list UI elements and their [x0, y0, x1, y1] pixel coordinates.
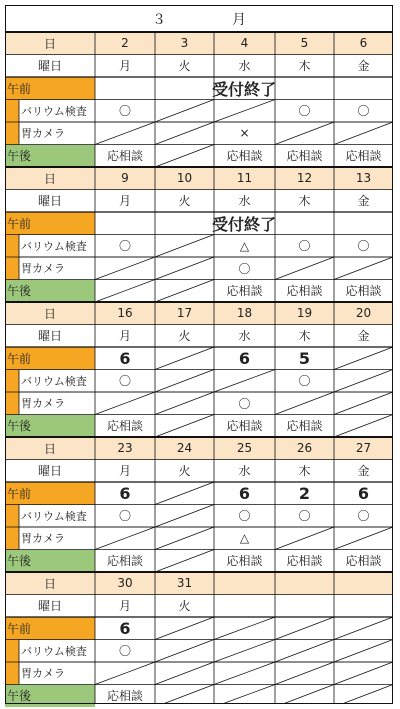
day-number: 16 — [95, 302, 155, 325]
weekday-label: 曜日 — [5, 325, 95, 348]
closed-cell — [275, 617, 334, 640]
am-side-bar — [5, 640, 19, 685]
day-number: 18 — [214, 302, 275, 325]
pm-status: 応相談 — [334, 145, 393, 168]
closed-cell — [334, 527, 393, 550]
weekday-name: 木 — [275, 460, 334, 483]
closed-cell — [155, 235, 214, 258]
closed-cell — [334, 662, 393, 685]
closed-cell — [275, 640, 334, 663]
weekday-name: 金 — [334, 460, 393, 483]
closed-cell — [214, 370, 275, 393]
closed-cell — [155, 415, 214, 438]
closed-cell — [334, 122, 393, 145]
barium-label: バリウム検査 — [19, 100, 95, 123]
weekday-label: 曜日 — [5, 190, 95, 213]
pm-status: 応相談 — [275, 280, 334, 303]
closed-cell — [214, 685, 275, 708]
pm-label: 午後 — [5, 550, 95, 573]
camera-status: 〇 — [214, 257, 275, 280]
am-label: 午前 — [5, 77, 95, 100]
closed-cell — [155, 617, 214, 640]
am-label: 午前 — [5, 482, 95, 505]
closed-cell — [334, 640, 393, 663]
barium-status: 〇 — [95, 100, 155, 123]
day-number: 13 — [334, 167, 393, 190]
weekday-name: 金 — [334, 190, 393, 213]
closed-cell — [155, 370, 214, 393]
reception-closed-banner: 受付終了 — [95, 77, 393, 100]
barium-status: 〇 — [334, 235, 393, 258]
closed-cell — [95, 662, 155, 685]
barium-status: 〇 — [334, 505, 393, 528]
closed-cell — [334, 617, 393, 640]
day-number: 5 — [275, 32, 334, 55]
camera-status: × — [214, 122, 275, 145]
closed-cell — [95, 527, 155, 550]
weekday-name: 月 — [95, 595, 155, 618]
closed-cell — [334, 257, 393, 280]
day-number: 3 — [155, 32, 214, 55]
am-slot-count: 6 — [95, 617, 155, 640]
schedule-table — [5, 5, 393, 704]
day-number: 2 — [95, 32, 155, 55]
day-number — [275, 572, 334, 595]
camera-label: 胃カメラ — [19, 527, 95, 550]
closed-cell — [275, 392, 334, 415]
day-number: 11 — [214, 167, 275, 190]
closed-cell — [155, 505, 214, 528]
pm-status: 応相談 — [334, 280, 393, 303]
closed-cell — [214, 662, 275, 685]
closed-cell — [155, 640, 214, 663]
am-slot-count: 6 — [214, 347, 275, 370]
barium-status: 〇 — [275, 505, 334, 528]
day-number: 26 — [275, 437, 334, 460]
pm-status: 応相談 — [214, 550, 275, 573]
day-label: 日 — [5, 32, 95, 55]
day-number: 31 — [155, 572, 214, 595]
barium-status: 〇 — [95, 640, 155, 663]
closed-cell — [95, 392, 155, 415]
weekday-name: 水 — [214, 190, 275, 213]
weekday-name: 水 — [214, 460, 275, 483]
closed-cell — [155, 482, 214, 505]
pm-status: 応相談 — [275, 415, 334, 438]
barium-label: バリウム検査 — [19, 640, 95, 663]
closed-cell — [275, 122, 334, 145]
barium-label: バリウム検査 — [19, 235, 95, 258]
closed-cell — [155, 527, 214, 550]
barium-label: バリウム検査 — [19, 370, 95, 393]
weekday-name — [275, 595, 334, 618]
day-number: 25 — [214, 437, 275, 460]
closed-cell — [275, 257, 334, 280]
closed-cell — [155, 257, 214, 280]
pm-status: 応相談 — [95, 550, 155, 573]
closed-cell — [334, 370, 393, 393]
weekday-label: 曜日 — [5, 460, 95, 483]
weekday-name — [214, 595, 275, 618]
month-title: ３ 月 — [5, 5, 393, 32]
closed-cell — [95, 257, 155, 280]
closed-cell — [155, 122, 214, 145]
am-side-bar — [5, 235, 19, 280]
weekday-name: 月 — [95, 190, 155, 213]
weekday-name: 月 — [95, 55, 155, 78]
pm-status: 応相談 — [275, 550, 334, 573]
weekday-label: 曜日 — [5, 595, 95, 618]
weekday-name: 火 — [155, 190, 214, 213]
pm-status: 応相談 — [214, 145, 275, 168]
weekday-name: 月 — [95, 460, 155, 483]
day-number: 12 — [275, 167, 334, 190]
pm-status: 応相談 — [95, 145, 155, 168]
closed-cell — [155, 280, 214, 303]
camera-status: △ — [214, 527, 275, 550]
am-slot-count: 6 — [214, 482, 275, 505]
pm-label: 午後 — [5, 145, 95, 168]
closed-cell — [334, 347, 393, 370]
am-label: 午前 — [5, 212, 95, 235]
day-number: 10 — [155, 167, 214, 190]
camera-label: 胃カメラ — [19, 392, 95, 415]
day-number: 20 — [334, 302, 393, 325]
day-number: 4 — [214, 32, 275, 55]
weekday-name: 水 — [214, 325, 275, 348]
day-number: 23 — [95, 437, 155, 460]
closed-cell — [155, 550, 214, 573]
barium-label: バリウム検査 — [19, 505, 95, 528]
pm-status: 応相談 — [275, 145, 334, 168]
weekday-name: 木 — [275, 55, 334, 78]
day-label: 日 — [5, 167, 95, 190]
closed-cell — [155, 145, 214, 168]
weekday-name: 金 — [334, 325, 393, 348]
closed-cell — [155, 100, 214, 123]
am-label: 午前 — [5, 347, 95, 370]
day-label: 日 — [5, 437, 95, 460]
day-number — [334, 572, 393, 595]
camera-label: 胃カメラ — [19, 662, 95, 685]
closed-cell — [275, 662, 334, 685]
closed-cell — [334, 685, 393, 708]
am-slot-count: 2 — [275, 482, 334, 505]
barium-status: 〇 — [214, 505, 275, 528]
pm-status: 応相談 — [95, 685, 155, 708]
barium-status: 〇 — [275, 235, 334, 258]
day-number: 24 — [155, 437, 214, 460]
pm-label: 午後 — [5, 280, 95, 303]
closed-cell — [155, 347, 214, 370]
day-label: 日 — [5, 572, 95, 595]
barium-status: 〇 — [95, 370, 155, 393]
day-number: 6 — [334, 32, 393, 55]
am-slot-count: 6 — [95, 347, 155, 370]
day-number: 17 — [155, 302, 214, 325]
am-side-bar — [5, 100, 19, 145]
day-number: 30 — [95, 572, 155, 595]
am-slot-count: 5 — [275, 347, 334, 370]
closed-cell — [214, 617, 275, 640]
closed-cell — [275, 685, 334, 708]
reception-closed-banner: 受付終了 — [95, 212, 393, 235]
pm-status: 応相談 — [214, 415, 275, 438]
closed-cell — [155, 685, 214, 708]
weekday-name: 水 — [214, 55, 275, 78]
closed-cell — [275, 527, 334, 550]
am-side-bar — [5, 370, 19, 415]
weekday-name: 金 — [334, 55, 393, 78]
weekday-label: 曜日 — [5, 55, 95, 78]
day-label: 日 — [5, 302, 95, 325]
am-side-bar — [5, 505, 19, 550]
camera-status: 〇 — [214, 392, 275, 415]
weekday-name — [334, 595, 393, 618]
weekday-name: 木 — [275, 325, 334, 348]
weekday-name: 月 — [95, 325, 155, 348]
pm-label: 午後 — [5, 415, 95, 438]
closed-cell — [155, 662, 214, 685]
pm-status: 応相談 — [95, 415, 155, 438]
barium-status: 〇 — [95, 235, 155, 258]
pm-status: 応相談 — [334, 550, 393, 573]
am-slot-count: 6 — [334, 482, 393, 505]
closed-cell — [334, 392, 393, 415]
closed-cell — [95, 280, 155, 303]
day-number: 27 — [334, 437, 393, 460]
day-number: 9 — [95, 167, 155, 190]
camera-label: 胃カメラ — [19, 257, 95, 280]
closed-cell — [214, 100, 275, 123]
weekday-name: 火 — [155, 325, 214, 348]
day-number — [214, 572, 275, 595]
weekday-name: 火 — [155, 55, 214, 78]
camera-label: 胃カメラ — [19, 122, 95, 145]
am-slot-count: 6 — [95, 482, 155, 505]
closed-cell — [95, 122, 155, 145]
closed-cell — [155, 392, 214, 415]
barium-status: △ — [214, 235, 275, 258]
barium-status: 〇 — [275, 370, 334, 393]
pm-label: 午後 — [5, 685, 95, 708]
weekday-name: 火 — [155, 595, 214, 618]
barium-status: 〇 — [334, 100, 393, 123]
closed-cell — [334, 415, 393, 438]
closed-cell — [214, 640, 275, 663]
pm-status: 応相談 — [214, 280, 275, 303]
barium-status: 〇 — [95, 505, 155, 528]
am-label: 午前 — [5, 617, 95, 640]
weekday-name: 火 — [155, 460, 214, 483]
weekday-name: 木 — [275, 190, 334, 213]
day-number: 19 — [275, 302, 334, 325]
barium-status: 〇 — [275, 100, 334, 123]
